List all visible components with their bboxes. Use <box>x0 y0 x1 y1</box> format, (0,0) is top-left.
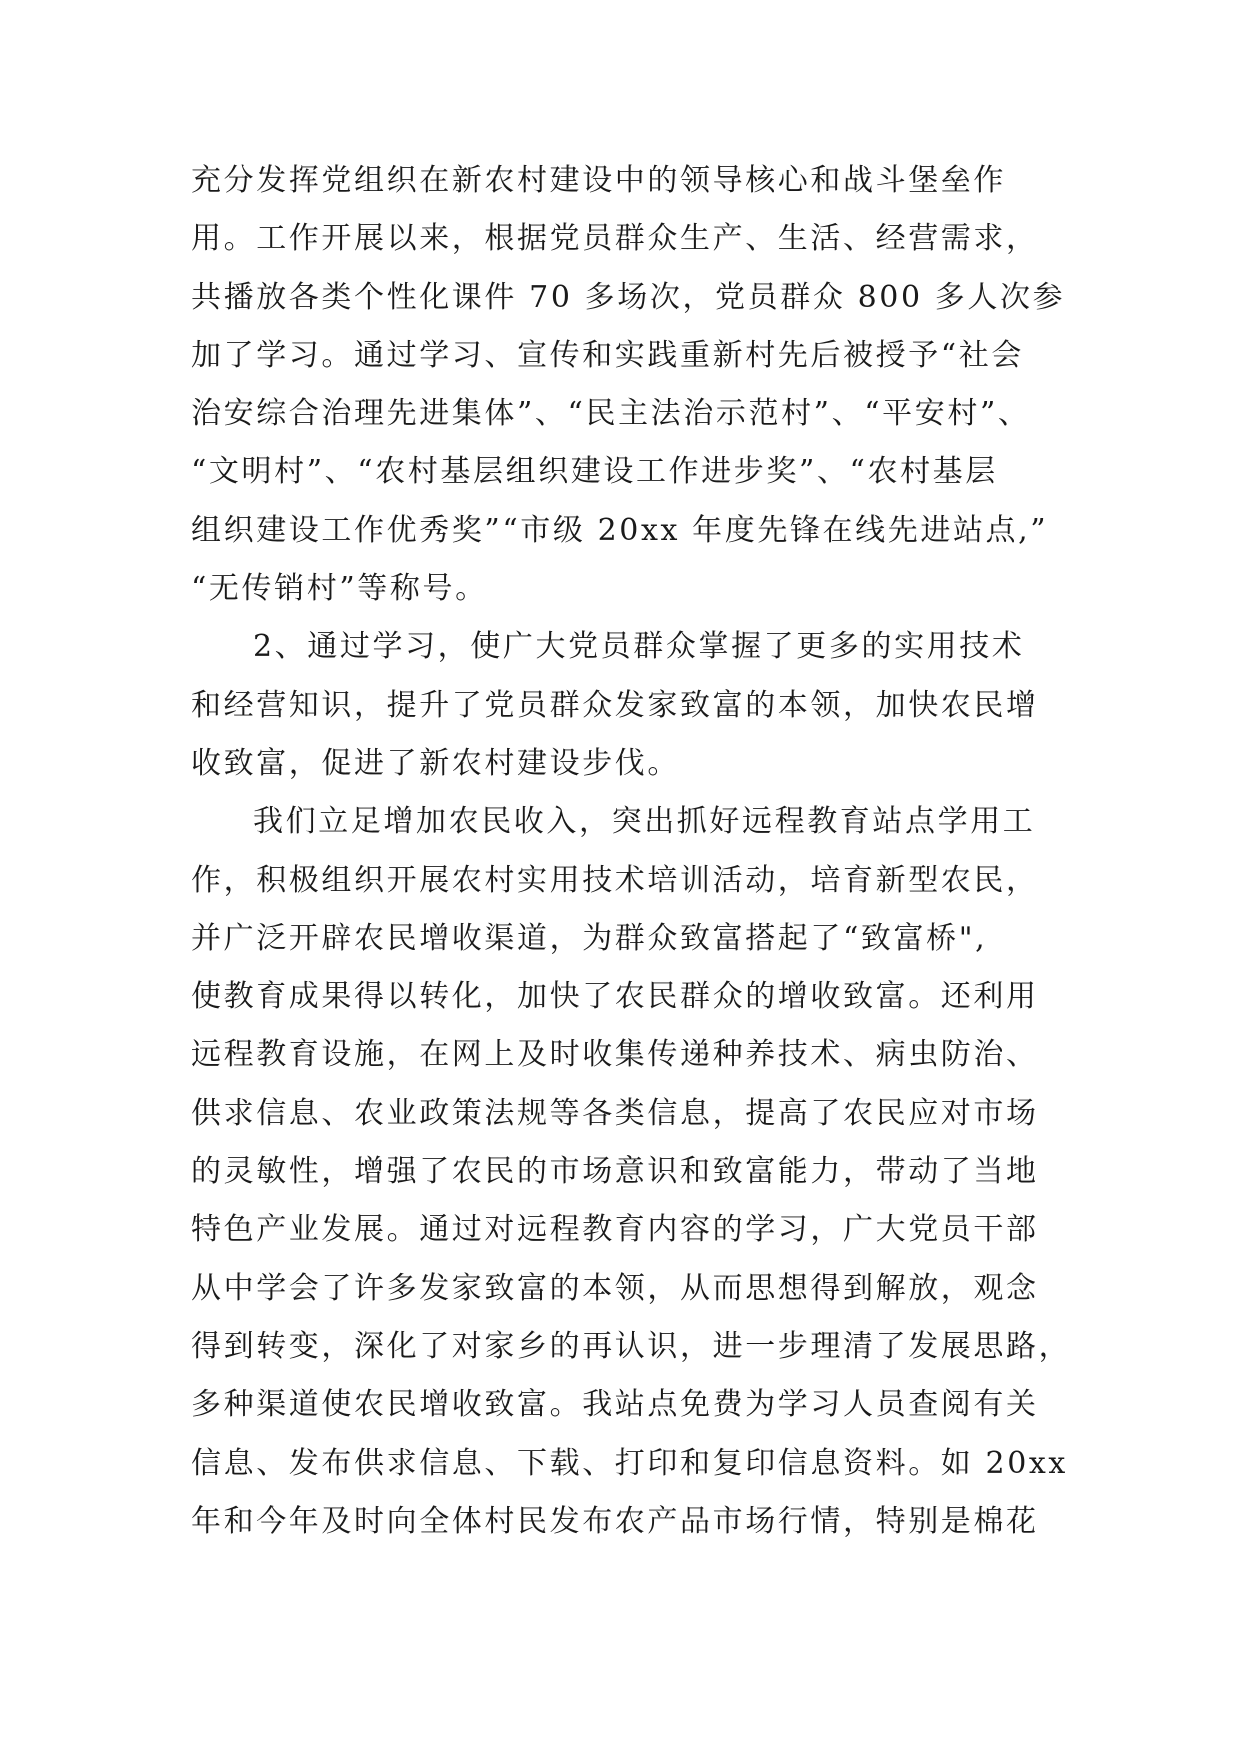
document-body <box>191 152 1072 1551</box>
text-line: 远程教育设施，在网上及时收集传递种养技术、病虫防治、 <box>191 1037 1039 1073</box>
text-line: 多种渠道使农民增收致富。我站点免费为学习人员查阅有关 <box>191 1387 1039 1423</box>
text-line: “无传销村”等称号。 <box>191 571 488 607</box>
text-line: 的灵敏性，增强了农民的市场意识和致富能力，带动了当地 <box>191 1154 1039 1190</box>
text-line: 供求信息、农业政策法规等各类信息，提高了农民应对市场 <box>191 1095 1039 1131</box>
paragraph-first-line: 2、通过学习，使广大党员群众掌握了更多的实用技术 <box>253 629 1025 665</box>
paragraph-first-line: 我们立足增加农民收入，突出抓好远程教育站点学用工 <box>253 804 1036 840</box>
text-line: 治安综合治理先进集体”、“民主法治示范村”、“平安村”、 <box>191 396 1031 432</box>
text-line: 收致富，促进了新农村建设步伐。 <box>191 745 680 781</box>
text-line: 并广泛开辟农民增收渠道，为群众致富搭起了“致富桥", <box>191 920 988 956</box>
text-line: 组织建设工作优秀奖”“市级 20xx 年度先锋在线先进站点,” <box>191 512 1049 548</box>
text-line: 特色产业发展。通过对远程教育内容的学习，广大党员干部 <box>191 1212 1039 1248</box>
text-line: 使教育成果得以转化，加快了农民群众的增收致富。还利用 <box>191 979 1039 1015</box>
text-line: 共播放各类个性化课件 70 多场次，党员群众 800 多人次参 <box>191 279 1066 315</box>
text-line: “文明村”、“农村基层组织建设工作进步奖”、“农村基层 <box>191 454 998 490</box>
text-line: 用。工作开展以来，根据党员群众生产、生活、经营需求， <box>191 221 1039 257</box>
text-line: 和经营知识，提升了党员群众发家致富的本领，加快农民增 <box>191 687 1039 723</box>
text-line: 年和今年及时向全体村民发布农产品市场行情，特别是棉花 <box>191 1503 1039 1539</box>
text-line: 得到转变，深化了对家乡的再认识，进一步理清了发展思路， <box>191 1328 1072 1364</box>
text-line: 从中学会了许多发家致富的本领，从而思想得到解放，观念 <box>191 1270 1039 1306</box>
text-line: 作，积极组织开展农村实用技术培训活动，培育新型农民， <box>191 862 1039 898</box>
text-line: 信息、发布供求信息、下载、打印和复印信息资料。如 20xx <box>191 1445 1068 1481</box>
text-line: 充分发挥党组织在新农村建设中的领导核心和战斗堡垒作 <box>191 163 1006 198</box>
text-line: 加了学习。通过学习、宣传和实践重新村先后被授予“社会 <box>191 337 1024 373</box>
